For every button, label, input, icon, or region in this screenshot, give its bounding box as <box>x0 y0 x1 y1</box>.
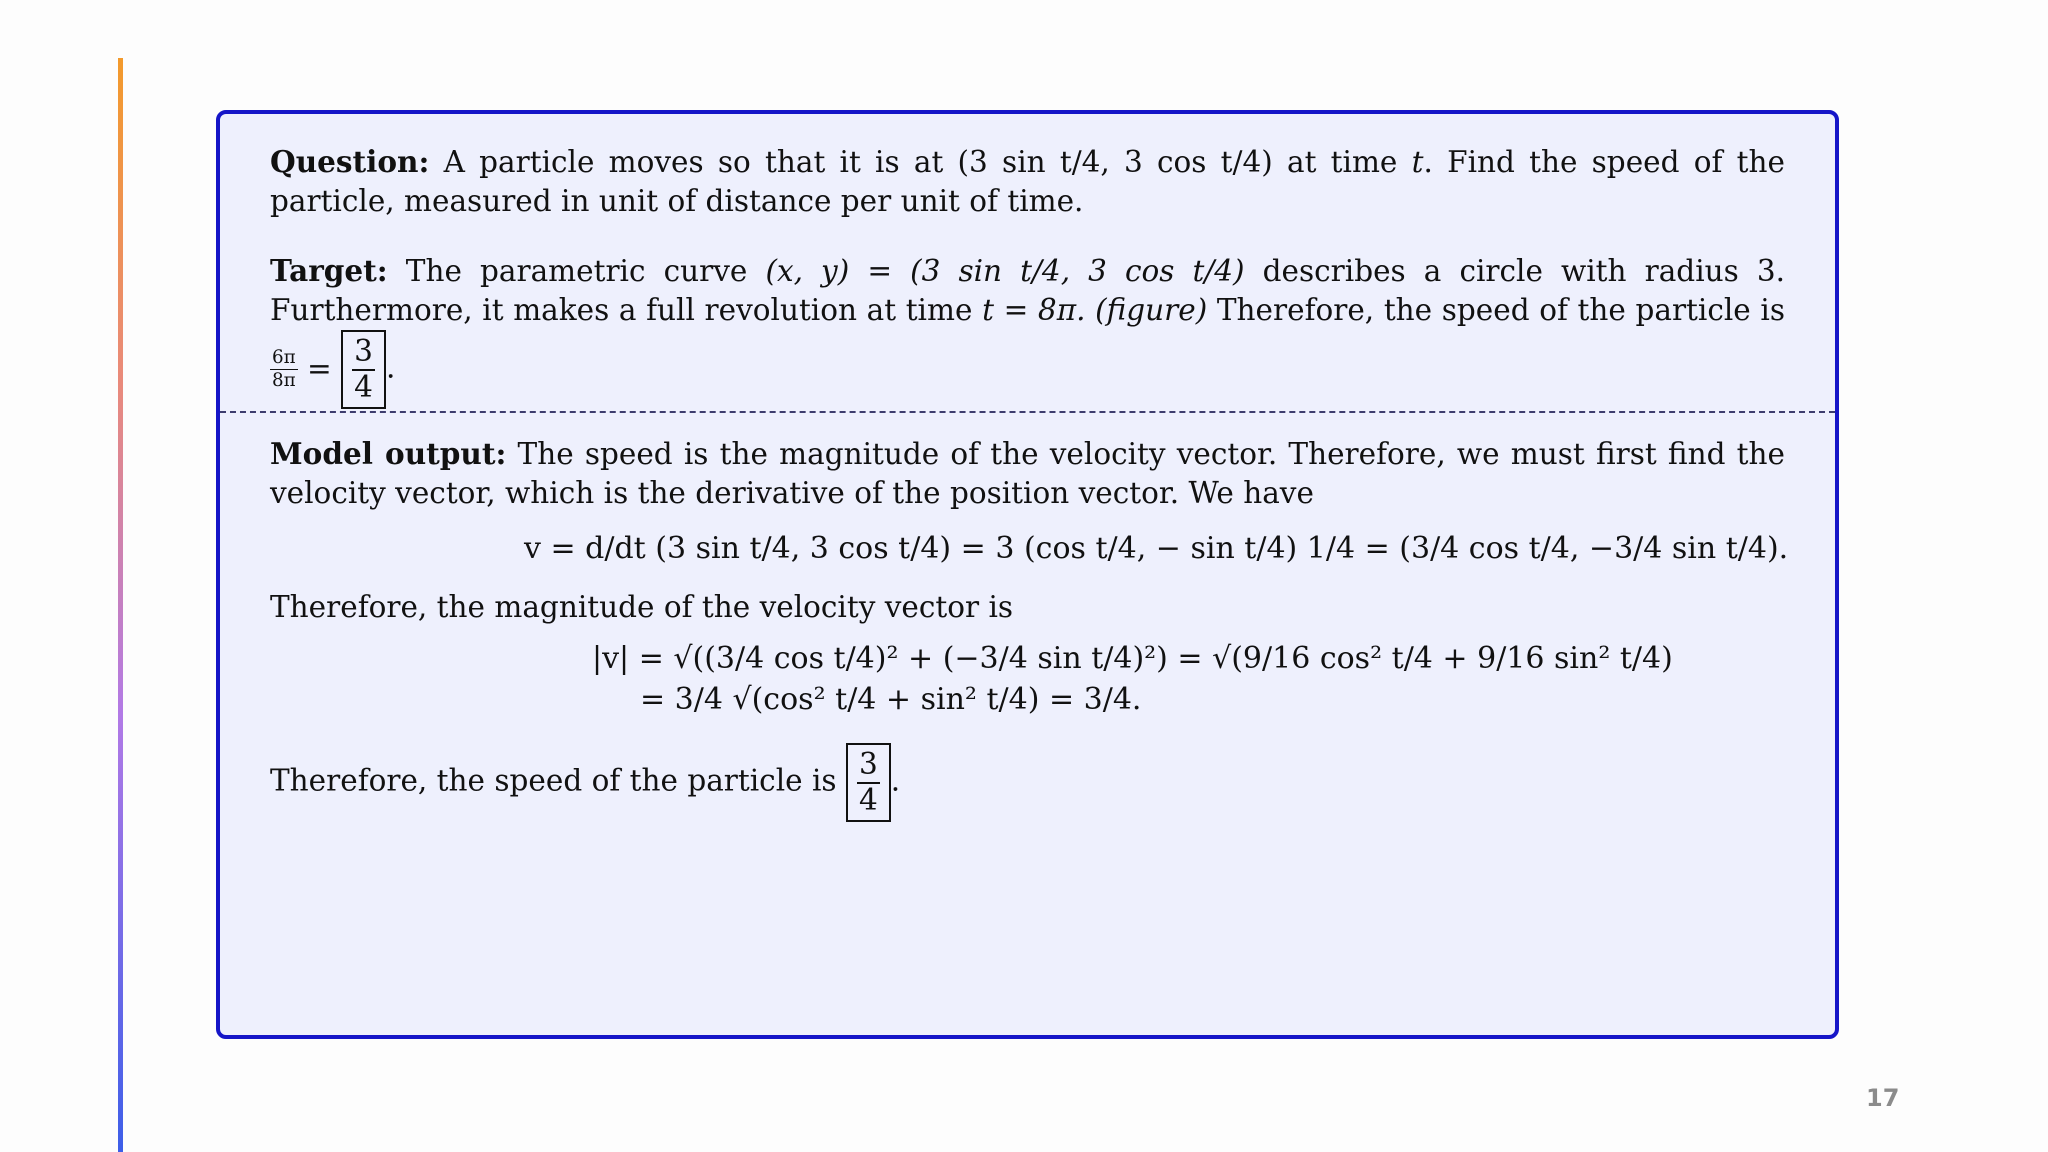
example-box <box>216 110 1839 1039</box>
accent-bar <box>118 58 123 1152</box>
target-text-2: describes a circle with radius 3. Furthermore, it makes a full revolution at time <box>270 254 1785 327</box>
question-target-section <box>270 142 1785 409</box>
model-output-label: Model output: <box>270 436 507 471</box>
question-var-t: t <box>1411 145 1424 179</box>
target-text-1: The parametric curve <box>405 254 748 288</box>
page-number: 17 <box>1866 1084 1900 1112</box>
target-ratio-den: 8π <box>272 370 296 391</box>
velocity-equation: v = d/dt (3 sin t/4, 3 cos t/4) = 3 (cos t/4, − sin t/4) 1/4 = (3/4 cos t/4, −3/4 sin t/4). <box>524 531 1789 566</box>
model-output-paragraph <box>270 434 1785 513</box>
target-label: Target: <box>270 253 388 288</box>
model-answer-num: 3 <box>857 750 880 784</box>
target-answer-den: 4 <box>354 369 373 404</box>
magnitude-equation-2: = 3/4 √(cos² t/4 + sin² t/4) = 3/4. <box>640 682 1142 717</box>
target-answer-box <box>341 330 386 409</box>
target-paragraph: Target: The parametric curve (x, y) = (3 sin t/4, 3 cos t/4) describes a circle with radius 3. Furthermore, it makes a full revolution at time t = 8π. (figure) Therefore, the speed of the particle is $\frac{6\pi}{8\pi}$ = $\frac{3}{4}$ . <box>270 251 1785 409</box>
question-text-3: . Find the speed of the particle, measured in unit of distance per unit of time. <box>270 145 1785 218</box>
target-time: t = 8π. <box>982 293 1086 327</box>
target-curve: (x, y) = (3 sin t/4, 3 cos t/4) <box>765 254 1245 288</box>
target-answer-num: 3 <box>352 337 375 371</box>
question-label: Question: <box>270 144 430 179</box>
model-answer-box <box>846 743 891 822</box>
conclusion-text: Therefore, the speed of the particle is <box>270 763 837 798</box>
target-figure-ref: (figure) <box>1095 293 1208 327</box>
question-text-1: A particle moves so that it is at <box>443 145 944 179</box>
conclusion-paragraph: Therefore, the speed of the particle is $\frac{3}{4}$ . <box>270 743 1785 822</box>
question-position: (3 sin t/4, 3 cos t/4) <box>957 145 1273 179</box>
model-output-text-1: The speed is the magnitude of the velocity vector. Therefore, we must first find the velocity vector, which is the derivative of the position vector. We have <box>270 437 1785 510</box>
question-text-2: at time <box>1287 145 1398 179</box>
model-answer-den: 4 <box>858 782 878 817</box>
target-ratio-num: 6π <box>270 349 298 370</box>
section-divider <box>220 411 1835 413</box>
target-ratio <box>270 346 298 391</box>
magnitude-intro: Therefore, the magnitude of the velocity vector is <box>270 590 1014 624</box>
target-text-3: Therefore, the speed of the particle is <box>1216 293 1785 327</box>
model-output-section <box>270 434 1789 822</box>
question-paragraph <box>270 142 1785 221</box>
magnitude-equation-1: |v| = √((3/4 cos t/4)² + (−3/4 sin t/4)²) = √(9/16 cos² t/4 + 9/16 sin² t/4) <box>592 641 1673 676</box>
